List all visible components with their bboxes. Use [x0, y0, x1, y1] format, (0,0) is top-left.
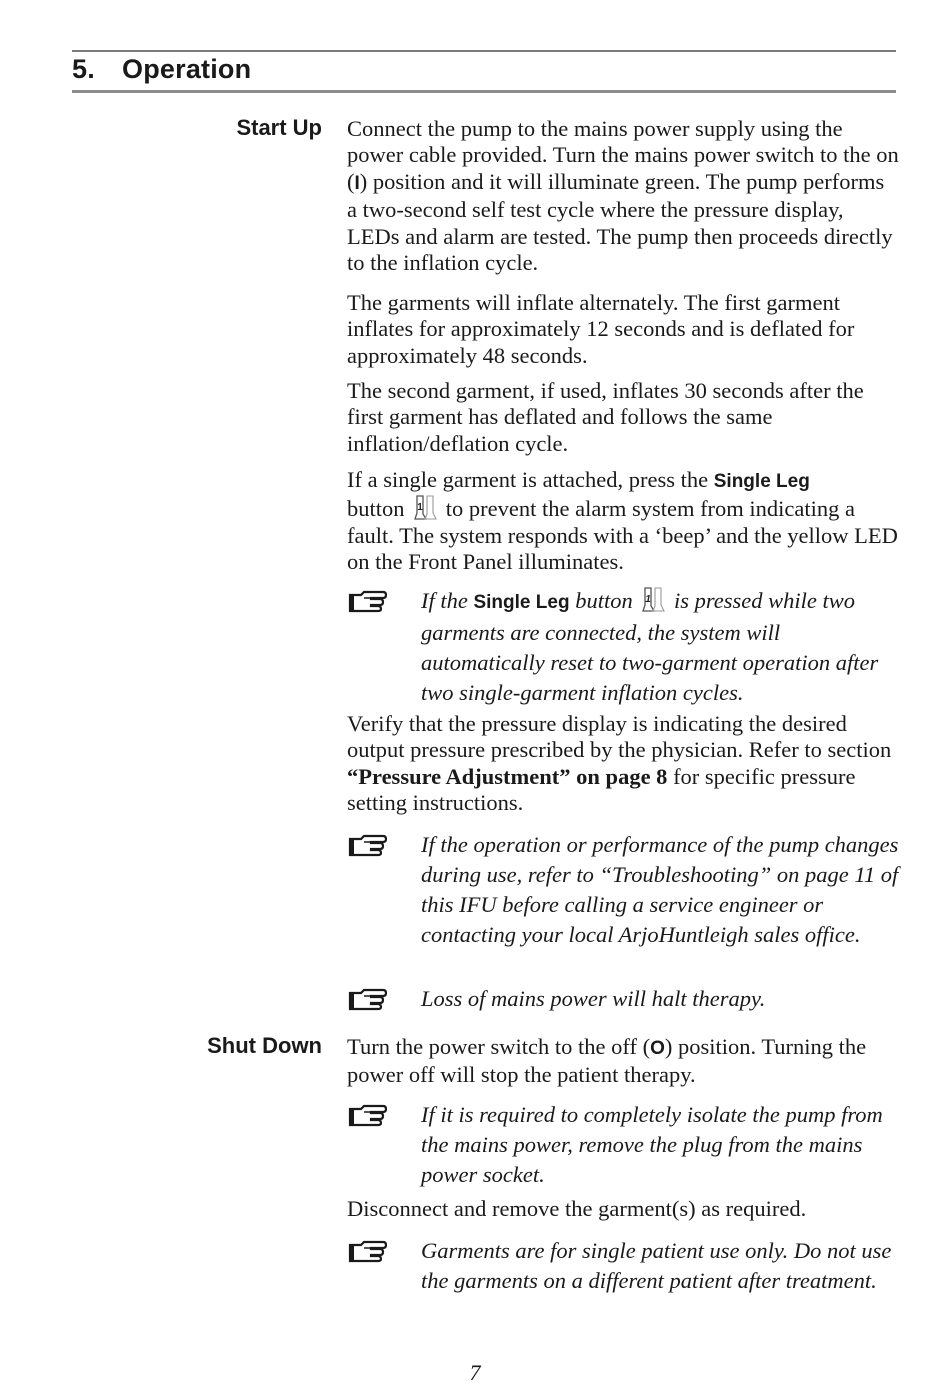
startup-para-1 — [347, 116, 899, 276]
startup-para-4-text: If a single garment is attached, press the — [347, 467, 714, 492]
single-leg-icon — [640, 587, 666, 613]
note-single-leg — [347, 586, 899, 708]
section-title — [72, 54, 251, 85]
note-1-button-word: button — [569, 588, 633, 613]
single-leg-icon — [412, 495, 438, 521]
note-3-text: Loss of mains power will halt therapy. — [421, 986, 766, 1011]
startup-heading: Start Up — [236, 115, 322, 140]
section-title-text: Operation — [122, 54, 252, 84]
shutdown-para-2-text: Disconnect and remove the garment(s) as required. — [347, 1196, 807, 1221]
note-single-use — [347, 1236, 899, 1296]
bottom-rule — [72, 90, 896, 93]
note-1-end: is pressed while two garments are connected, the system will automatically reset to two-garment operation after two single-garment inflation cycles. — [421, 588, 879, 705]
startup-para-1-text: Connect the pump to the mains power supply using the power cable provided. Turn the mains power switch to the on ( — [347, 116, 899, 194]
startup-para-4 — [347, 467, 899, 576]
startup-para-2-text: The garments will inflate alternately. The first garment inflates for approximately 12 seconds and is deflated for approximately 48 seconds. — [347, 290, 855, 368]
shutdown-para-1-text: Turn the power switch to the off ( — [347, 1034, 651, 1059]
pointing-hand-icon — [347, 1236, 387, 1266]
shutdown-para-2 — [347, 1196, 899, 1222]
on-symbol: I — [354, 172, 360, 194]
startup-para-2 — [347, 290, 899, 369]
startup-para-5-text: Verify that the pressure display is indicating the desired output pressure prescribed by the physician. Refer to section — [347, 711, 892, 763]
shutdown-para-1-end: ) position. Turning the power off will stop the patient therapy. — [347, 1034, 867, 1088]
note-2-text: If the operation or performance of the pump changes during use, refer to “Troubleshooting” on page 11 of this IFU before calling a service engineer or contacting your local ArjoHuntleigh sales office. — [421, 832, 899, 947]
startup-para-1-end: ) position and it will illuminate green. The pump performs a two-second self test cycle where the pressure display, LEDs and alarm are tested. The pump then proceeds directly to the inflation cycle. — [347, 168, 893, 276]
top-rule — [72, 50, 896, 52]
note-isolate — [347, 1100, 899, 1190]
startup-para-3 — [347, 378, 899, 457]
startup-para-5-end: for specific pressure setting instructions. — [347, 763, 856, 816]
note-single-use-text: Garments are for single patient use only. Do not use the garments on a different patient after treatment. — [421, 1238, 892, 1293]
pressure-adjustment-link[interactable]: “Pressure Adjustment” on page 8 — [347, 763, 668, 789]
pointing-hand-icon — [347, 830, 387, 860]
note-power-loss — [347, 984, 899, 1014]
pointing-hand-icon — [347, 586, 387, 616]
shutdown-heading: Shut Down — [207, 1033, 322, 1058]
pointing-hand-icon — [347, 1100, 387, 1130]
startup-para-3-text: The second garment, if used, inflates 30 seconds after the first garment has deflated and follows the same inflation/deflation cycle. — [347, 378, 864, 456]
pointing-hand-icon — [347, 984, 387, 1014]
startup-para-4-end: to prevent the alarm system from indicating a fault. The system responds with a ‘beep’ and the yellow LED on the Front Panel illuminates. — [347, 496, 898, 575]
single-leg-label: Single Leg — [713, 471, 810, 492]
section-number: 5. — [72, 54, 95, 84]
shutdown-para-1 — [347, 1034, 899, 1089]
note-isolate-text: If it is required to completely isolate the pump from the mains power, remove the plug from the mains power socket. — [421, 1102, 883, 1187]
startup-para-4-button-word: button — [347, 496, 405, 522]
off-symbol: O — [650, 1038, 665, 1059]
note-1-text: If the — [421, 588, 474, 613]
note-troubleshooting — [347, 830, 899, 950]
page-number: 7 — [469, 1360, 481, 1385]
startup-para-5 — [347, 711, 899, 817]
note-single-leg-label: Single Leg — [473, 592, 570, 613]
